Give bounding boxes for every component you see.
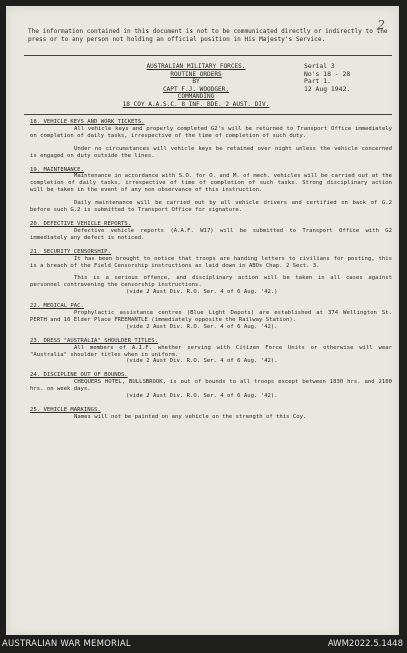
header-line-1: AUSTRALIAN MILITARY FORCES.: [146, 63, 246, 70]
section-paragraph: Daily maintenance will be carried out by all vehicle drivers and certified on back of G.2 before such G.2 is submitted to Transport Office for signature.: [30, 200, 392, 214]
section-reference: (vide 2 Aust Div. R.O. Ser. 4 of 6 Aug. '42).: [126, 358, 278, 365]
section-paragraph: All members of A.I.F. whether serving with Citizen Force Units or otherwise will wear "Australia" shoulder titles when in uniform.: [30, 344, 392, 358]
section-title: 20. DEFECTIVE VEHICLE REPORTS.: [30, 220, 132, 227]
order-header: [96, 63, 296, 109]
page-number: 2: [377, 18, 385, 32]
order-date: 12 Aug 1942.: [304, 84, 351, 93]
header-line-6: 18 COY A.A.S.C. 8 INF. BDE. 2 AUST. DIV.: [122, 100, 270, 108]
section-paragraph: This is a serious offence, and disciplinary action will be taken in all cases against personnel contravening the censorship instructions.: [30, 275, 392, 289]
section-reference: (vide 2 Aust Div. R.O. Ser. 4 of 6 Aug. '42).: [126, 393, 278, 400]
section-23: [30, 338, 392, 366]
section-20: [30, 221, 392, 242]
section-paragraph: CHEQUERS HOTEL, BULLSBROOK, is out of bounds to all troops except between 1830 hrs. and 2100 hrs. on week days.: [30, 379, 392, 393]
header-line-3: BY: [192, 78, 200, 86]
section-title: 18. VEHICLE KEYS AND WORK TICKETS.: [30, 119, 145, 125]
document-page: [6, 6, 399, 635]
section-paragraph: Defective vehicle reports (A.A.F. W17) will be submitted to Transport Office with G2 immediately any defect is noticed.: [30, 227, 392, 241]
part-label: Part 1.: [304, 77, 331, 86]
security-notice: The information contained in this document is not to be communicated directly or indirectly to the press or to any person not holding an official position in His Majesty's Service.: [28, 28, 388, 44]
header-line-2: ROUTINE ORDERS: [170, 70, 222, 78]
section-reference: (vide 2 Aust Div. R.O. Ser. 4 of 6 Aug. '42.): [126, 289, 278, 296]
section-title: 25. VEHICLE MARKINGS.: [30, 407, 101, 413]
section-title: 24. DISCIPLINE OUT OF BOUNDS.: [30, 372, 128, 379]
top-rule: [24, 55, 392, 56]
section-22: [30, 303, 392, 331]
archive-name: AUSTRALIAN WAR MEMORIAL: [2, 639, 131, 649]
header-rule: [24, 114, 392, 115]
section-21: [30, 249, 392, 296]
section-reference: (vide 2 Aust Div. R.O. Ser. 4 of 6 Aug. '42).: [126, 323, 278, 330]
section-paragraph: Maintenance in accordance with S.O. for O. and M. of mech. vehicles will be carried out at the completion of daily tasks, irrespective of time of completion of such tasks. Strong disciplinary action will be taken in the event of any non observance of this instruction.: [30, 173, 392, 194]
section-25: [30, 407, 392, 421]
section-19: [30, 167, 392, 214]
archive-footer: [0, 635, 407, 653]
section-18: [30, 119, 392, 160]
section-title: 19. MAINTENANCE.: [30, 166, 84, 173]
archive-reference: AWM2022.5.1448: [327, 639, 403, 649]
section-paragraph: All vehicle keys and properly completed G2's will be returned to Transport Office immediately on completion of daily tasks, irrespective of the time of completion of such duty.: [30, 125, 392, 139]
section-paragraph: Under no circumstances will vehicle keys be retained over night unless the vehicle concerned is engaged on duty outside the lines.: [30, 145, 392, 159]
order-numbers: No's 18 - 28: [304, 69, 351, 78]
header-line-4: CAPT F.J. WOODGER,: [162, 85, 230, 93]
orders-body: [30, 119, 392, 428]
header-line-5: COMMANDING: [177, 93, 215, 101]
section-title: 23. DRESS "AUSTRALIA" SHOULDER TITLES.: [30, 337, 158, 344]
section-24: [30, 372, 392, 400]
section-paragraph: Prophylactic assistance centres (Blue Light Depots) are established at 374 Wellington St. PERTH and 10 Elder Place FREEMANTLE (immediately opposite the Railway Station).: [30, 310, 392, 323]
serial-block: [304, 63, 394, 93]
section-paragraph: It has been brought to notice that troops are handing letters to civilians for posting, this is a breach of the Field Censorship instructions as laid down in ABOs Chap. 2 Sect. 3.: [30, 255, 392, 269]
serial-label: Serial 3: [304, 62, 335, 70]
section-title: 22. MEDICAL PAC.: [30, 303, 84, 310]
section-title: 21. SECURITY CENSORSHIP.: [30, 248, 111, 255]
section-paragraph: Names will not be painted on any vehicle on the strength of this Coy.: [74, 413, 307, 420]
